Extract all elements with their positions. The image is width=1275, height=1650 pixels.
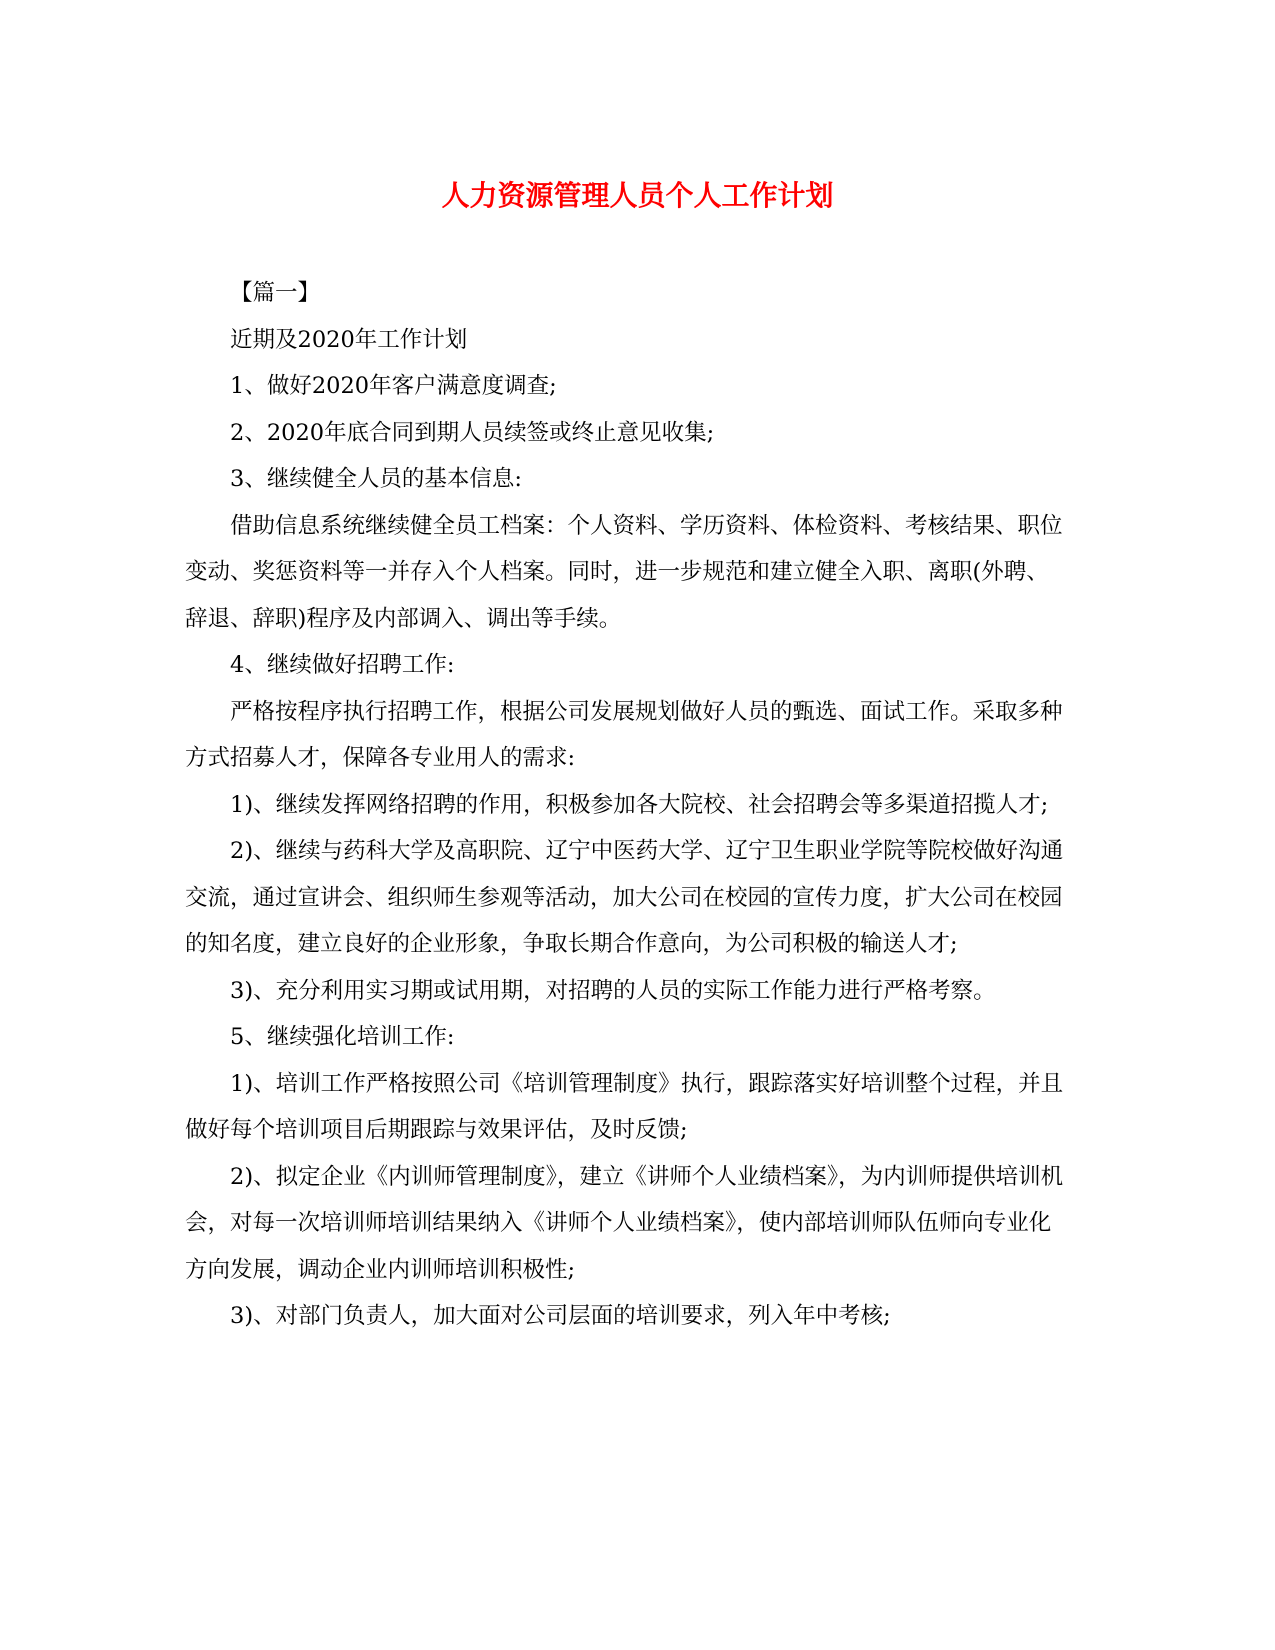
paragraph: 2)、继续与药科大学及高职院、辽宁中医药大学、辽宁卫生职业学院等院校做好沟通交流，通过宣讲会、组织师生参观等活动，加大公司在校园的宣传力度，扩大公司在校园的知名度，建立良好的企业形象，争取长期合作意向，为公司积极的输送人才;	[185, 838, 1064, 957]
paragraph: 2、2020年底合同到期人员续签或终止意见收集;	[230, 419, 715, 446]
paragraph: 3)、充分利用实习期或试用期，对招聘的人员的实际工作能力进行严格考察。	[230, 977, 996, 1004]
paragraph: 近期及2020年工作计划	[230, 326, 468, 353]
paragraph: 3)、对部门负责人，加大面对公司层面的培训要求，列入年中考核;	[230, 1303, 891, 1329]
paragraph: 1)、培训工作严格按照公司《培训管理制度》执行，跟踪落实好培训整个过程，并且做好每个培训项目后期跟踪与效果评估，及时反馈;	[185, 1070, 1064, 1143]
paragraph: 严格按程序执行招聘工作，根据公司发展规划做好人员的甄选、面试工作。采取多种方式招募人才，保障各专业用人的需求:	[185, 698, 1063, 771]
document-title: 人力资源管理人员个人工作计划	[441, 179, 834, 212]
paragraph: 3、继续健全人员的基本信息:	[230, 466, 522, 492]
paragraph: 4、继续做好招聘工作:	[230, 652, 455, 678]
paragraph: 1、做好2020年客户满意度调查;	[230, 373, 557, 399]
paragraph: 5、继续强化培训工作:	[230, 1024, 455, 1050]
section-heading: 【篇一】	[230, 280, 321, 306]
paragraph: 1)、继续发挥网络招聘的作用，积极参加各大院校、社会招聘会等多渠道招揽人才;	[230, 791, 1049, 818]
document-body	[185, 270, 1065, 1340]
paragraph: 借助信息系统继续健全员工档案：个人资料、学历资料、体检资料、考核结果、职位变动、奖惩资料等一并存入个人档案。同时，进一步规范和建立健全入职、离职(外聘、辞退、辞职)程序及内部调入、调出等手续。	[185, 512, 1063, 632]
paragraph: 2)、拟定企业《内训师管理制度》，建立《讲师个人业绩档案》，为内训师提供培训机会，对每一次培训师培训结果纳入《讲师个人业绩档案》，使内部培训师队伍师向专业化方向发展，调动企业内训师培训积极性;	[185, 1163, 1064, 1283]
